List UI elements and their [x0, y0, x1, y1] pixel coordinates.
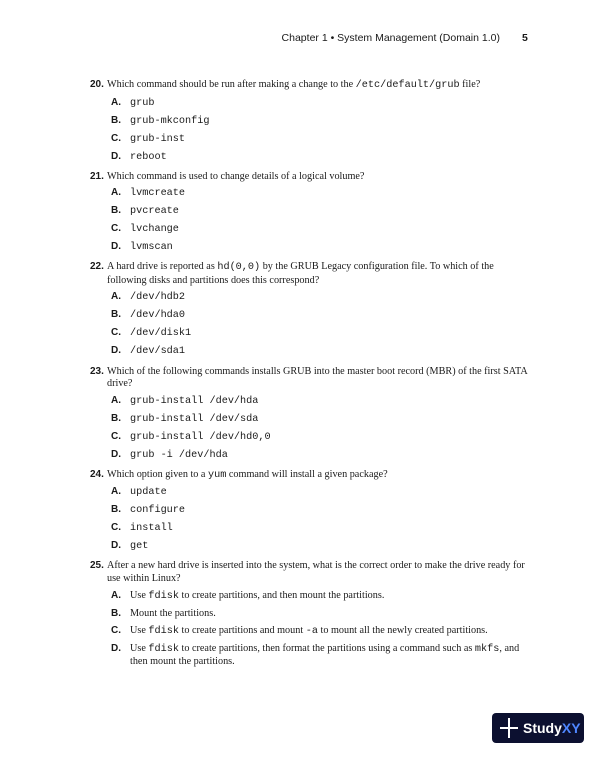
- answer-option: [90, 504, 530, 518]
- question-text-segment: After a new hard drive is inserted into the system, what is the correct order to make the drive ready for use within Linux?: [107, 560, 525, 584]
- question-24: [90, 469, 530, 554]
- option-code-text: grub-install /dev/sda: [130, 413, 259, 425]
- option-text: to mount all the newly created partitions.: [317, 624, 488, 636]
- option-code-text: fdisk: [148, 643, 179, 655]
- option-letter: D.: [111, 540, 121, 552]
- option-text: to create partitions, then format the partitions using a command such as: [178, 642, 475, 654]
- question-code-text: /etc/default/grub: [355, 80, 460, 91]
- option-text: , and then mount the partitions.: [130, 642, 520, 668]
- question-text: [90, 79, 530, 93]
- question-list: [90, 79, 530, 675]
- answer-options: [90, 187, 530, 255]
- question-22: [90, 261, 530, 359]
- answer-option: [90, 205, 530, 219]
- answer-option: [90, 97, 530, 111]
- question-text-segment: Which command should be run after making a change to the: [107, 79, 356, 90]
- option-code-text: update: [130, 487, 167, 499]
- option-code-text: mkfs: [474, 643, 500, 655]
- answer-option: [90, 223, 530, 237]
- option-code-text: pvcreate: [130, 206, 179, 218]
- option-letter: A.: [111, 486, 121, 498]
- option-code-text: fdisk: [148, 625, 179, 637]
- answer-option: [90, 413, 530, 427]
- option-letter: B.: [111, 607, 121, 619]
- page-number: 5: [522, 32, 528, 44]
- option-code-text: configure: [130, 505, 186, 517]
- answer-option: [90, 431, 530, 445]
- option-text: to create partitions, and then mount the partitions.: [178, 589, 385, 601]
- option-text: Use: [130, 589, 149, 601]
- option-letter: C.: [111, 327, 121, 339]
- question-number: 25.: [90, 560, 104, 572]
- answer-option: [90, 449, 530, 463]
- answer-options: [90, 395, 530, 463]
- option-letter: B.: [111, 412, 121, 424]
- option-code-text: get: [130, 541, 149, 553]
- option-letter: A.: [111, 96, 121, 108]
- question-20: [90, 79, 530, 164]
- answer-option: [90, 115, 530, 129]
- option-code-text: install: [130, 523, 173, 535]
- option-letter: A.: [111, 187, 121, 199]
- studyxy-logo: [492, 713, 584, 743]
- question-number: 20.: [90, 79, 104, 90]
- answer-option: [90, 291, 530, 305]
- question-number: 22.: [90, 261, 104, 273]
- answer-options: [90, 590, 530, 669]
- option-letter: C.: [111, 624, 121, 636]
- answer-options: [90, 97, 530, 165]
- answer-option: [90, 608, 530, 621]
- answer-option: [90, 643, 530, 669]
- question-text-segment: by the GRUB Legacy configuration file. To which of the following disks and partitions does this correspond?: [107, 261, 494, 286]
- option-letter: B.: [111, 205, 121, 217]
- answer-option: [90, 133, 530, 147]
- logo-name-accent: XY: [561, 720, 581, 736]
- option-text: Mount the partitions.: [130, 607, 216, 619]
- answer-option: [90, 187, 530, 201]
- question-code-text: hd(0,0): [217, 262, 261, 274]
- question-25: [90, 560, 530, 668]
- option-code-text: /dev/sda1: [130, 346, 186, 358]
- answer-option: [90, 327, 530, 341]
- option-letter: C.: [111, 223, 121, 235]
- option-letter: D.: [111, 345, 121, 357]
- question-text-segment: command will install a given package?: [226, 468, 388, 480]
- option-letter: C.: [111, 522, 121, 534]
- answer-option: [90, 345, 530, 359]
- option-code-text: /dev/disk1: [130, 328, 192, 340]
- answer-option: [90, 540, 530, 554]
- question-number: 24.: [90, 468, 104, 480]
- option-text: Use: [130, 624, 149, 636]
- option-letter: C.: [111, 132, 121, 144]
- question-text-segment: Which command is used to change details of a logical volume?: [107, 170, 365, 182]
- question-text-segment: Which option given to a: [107, 468, 209, 480]
- page-header: [0, 32, 612, 46]
- answer-options: [90, 291, 530, 359]
- logo-text: [523, 720, 581, 736]
- option-text: Use: [130, 642, 149, 654]
- option-letter: A.: [111, 589, 121, 601]
- option-code-text: grub-install /dev/hd0,0: [130, 431, 271, 443]
- answer-option: [90, 395, 530, 409]
- option-code-text: lvmcreate: [130, 188, 186, 200]
- question-text-segment: A hard drive is reported as: [107, 261, 218, 273]
- option-letter: B.: [111, 309, 121, 321]
- question-21: [90, 171, 530, 255]
- answer-option: [90, 625, 530, 639]
- option-code-text: grub -i /dev/hda: [130, 449, 228, 461]
- option-text: to create partitions and mount: [178, 624, 306, 636]
- question-text-segment: file?: [459, 79, 481, 90]
- option-letter: D.: [111, 150, 121, 162]
- option-letter: D.: [111, 448, 121, 460]
- option-letter: B.: [111, 504, 121, 516]
- option-code-text: grub-inst: [130, 133, 186, 145]
- question-text: [90, 366, 530, 391]
- question-text: [90, 171, 530, 184]
- answer-option: [90, 309, 530, 323]
- option-code-text: lvchange: [130, 224, 179, 236]
- answer-option: [90, 486, 530, 500]
- option-code-text: lvmscan: [130, 242, 173, 254]
- option-code-text: grub-mkconfig: [130, 115, 210, 127]
- option-code-text: grub: [130, 97, 155, 109]
- question-text: [90, 560, 530, 585]
- answer-options: [90, 486, 530, 554]
- question-23: [90, 366, 530, 463]
- option-letter: A.: [111, 394, 121, 406]
- answer-option: [90, 590, 530, 604]
- option-letter: C.: [111, 430, 121, 442]
- option-code-text: grub-install /dev/hda: [130, 395, 259, 407]
- option-code-text: reboot: [130, 151, 167, 163]
- option-letter: A.: [111, 291, 121, 303]
- option-letter: B.: [111, 114, 121, 126]
- option-code-text: fdisk: [148, 590, 179, 602]
- question-number: 21.: [90, 170, 104, 182]
- answer-option: [90, 241, 530, 255]
- logo-name-main: Study: [523, 720, 562, 736]
- question-code-text: yum: [208, 469, 227, 481]
- option-code-text: -a: [305, 625, 318, 637]
- question-text-segment: Which of the following commands installs GRUB into the master boot record (MBR) of the first SATA drive?: [107, 365, 528, 390]
- option-code-text: /dev/hda0: [130, 310, 186, 322]
- option-code-text: /dev/hdb2: [130, 292, 186, 304]
- chapter-title: Chapter 1 • System Management (Domain 1.0): [281, 32, 500, 44]
- question-number: 23.: [90, 365, 104, 377]
- question-text: [90, 261, 530, 287]
- option-letter: D.: [111, 241, 121, 253]
- question-text: [90, 469, 530, 483]
- answer-option: [90, 522, 530, 536]
- answer-option: [90, 151, 530, 165]
- option-letter: D.: [111, 642, 121, 654]
- plus-icon: [500, 718, 518, 738]
